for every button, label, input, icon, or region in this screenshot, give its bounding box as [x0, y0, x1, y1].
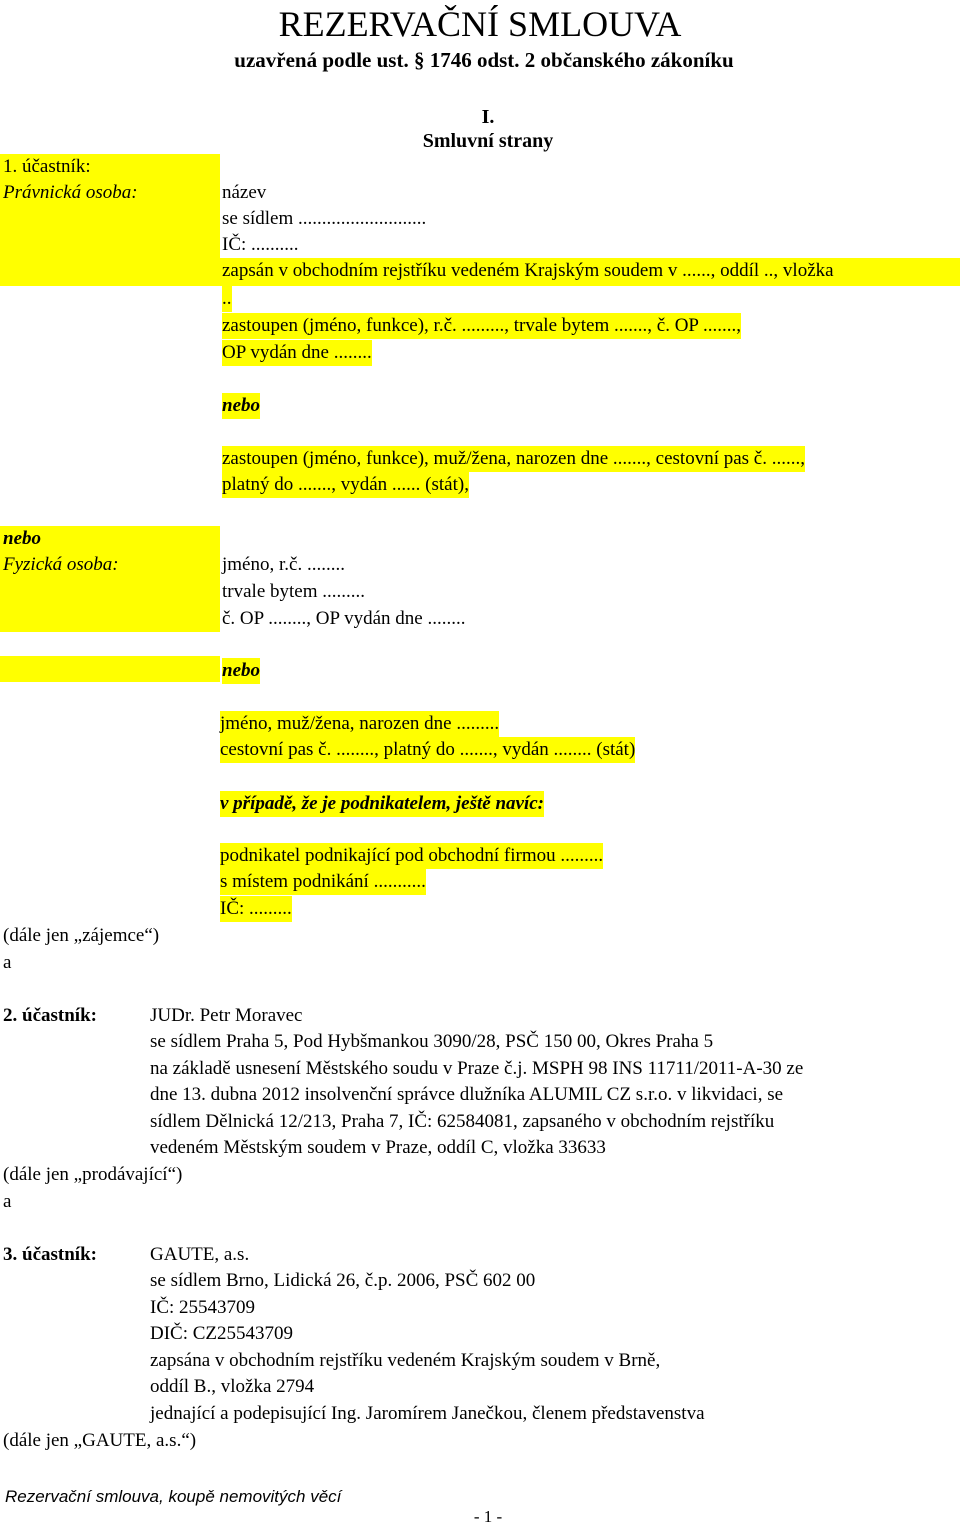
legal-line-ic: IČ: ..........: [222, 234, 299, 255]
natural-alt-line-passport: cestovní pas č. ........, platný do ......., vydán ........ (stát): [220, 737, 635, 763]
party3-label: 3. účastník:: [3, 1244, 97, 1265]
party3-line-section: oddíl B., vložka 2794: [150, 1376, 315, 1397]
natural-line-name: jméno, r.č. ........: [222, 554, 345, 575]
entrepreneur-note: v případě, že je podnikatelem, ještě navíc:: [220, 791, 544, 817]
legal-alt-line-valid: platný do ......., vydán ...... (stát),: [222, 472, 469, 498]
natural-line-residence: trvale bytem .........: [222, 581, 365, 602]
party2-conjunction: a: [3, 1191, 12, 1212]
party2-line-debtor-seat: sídlem Dělnická 12/213, Praha 7, IČ: 62584081, zapsaného v obchodním rejstříku: [150, 1111, 775, 1132]
natural-line-op: č. OP ........, OP vydán dne ........: [222, 608, 466, 629]
document-title: REZERVAČNÍ SMLOUVA: [278, 4, 682, 44]
party2-line-seat: se sídlem Praha 5, Pod Hybšmankou 3090/28, PSČ 150 00, Okres Praha 5: [150, 1031, 714, 1052]
party2-line-name: JUDr. Petr Moravec: [150, 1005, 303, 1026]
party3-line-register: zapsána v obchodním rejstříku vedeném Krajským soudem v Brně,: [150, 1350, 661, 1371]
natural-or-label: nebo: [3, 528, 41, 549]
party2-line-trustee: dne 13. dubna 2012 insolvenční správce dlužníka ALUMIL CZ s.r.o. v likvidaci, se: [150, 1084, 784, 1105]
section-name: Smluvní strany: [422, 130, 554, 152]
legal-alt-line-represented: zastoupen (jméno, funkce), muž/žena, narozen dne ......., cestovní pas č. ......,: [222, 446, 805, 472]
natural-person-label: Fyzická osoba:: [3, 554, 119, 575]
natural-or-label-2: nebo: [222, 658, 260, 684]
legal-line-name: název: [222, 182, 267, 203]
entrepreneur-line-place: s místem podnikání ...........: [220, 869, 426, 895]
section-number: I.: [481, 106, 495, 128]
party3-line-ic: IČ: 25543709: [150, 1297, 256, 1318]
legal-or-label: nebo: [222, 393, 260, 419]
footer-page-number: - 1 -: [473, 1507, 503, 1526]
natural-alt-line-name: jméno, muž/žena, narozen dne .........: [220, 711, 499, 737]
party2-line-decision: na základě usnesení Městského soudu v Praze č.j. MSPH 98 INS 11711/2011-A-30 ze: [150, 1058, 804, 1079]
document-subtitle: uzavřená podle ust. § 1746 odst. 2 občanského zákoníku: [234, 48, 734, 72]
footer-document-name: Rezervační smlouva, koupě nemovitých věcí: [5, 1487, 342, 1506]
entrepreneur-line-ic: IČ: .........: [220, 896, 292, 922]
party3-line-signatory: jednající a podepisující Ing. Jaromírem Janečkou, členem představenstva: [150, 1403, 705, 1424]
entrepreneur-line-firm: podnikatel podnikající pod obchodní firmou .........: [220, 843, 603, 869]
party1-conjunction: a: [3, 952, 12, 973]
party3-line-name: GAUTE, a.s.: [150, 1244, 250, 1265]
party3-alias: (dále jen „GAUTE, a.s.“): [3, 1430, 197, 1451]
party1-alias: (dále jen „zájemce“): [3, 925, 160, 946]
legal-line-register-cont: ..: [222, 286, 232, 312]
party3-line-seat: se sídlem Brno, Lidická 26, č.p. 2006, PSČ 602 00: [150, 1270, 536, 1291]
legal-person-label: Právnická osoba:: [3, 182, 138, 203]
legal-line-register: zapsán v obchodním rejstříku vedeném Krajským soudem v ......, oddíl .., vložka: [222, 260, 834, 281]
party2-line-register: vedeném Městským soudem v Praze, oddíl C, vložka 33633: [150, 1137, 606, 1158]
natural-mid-band: [0, 656, 220, 682]
legal-line-seat: se sídlem ...........................: [222, 208, 427, 229]
party2-label: 2. účastník:: [3, 1005, 97, 1026]
legal-line-represented: zastoupen (jméno, funkce), r.č. ........., trvale bytem ......., č. OP .......,: [222, 313, 741, 339]
party2-alias: (dále jen „prodávající“): [3, 1164, 183, 1185]
party1-label: 1. účastník:: [3, 156, 91, 177]
party3-line-dic: DIČ: CZ25543709: [150, 1323, 294, 1344]
legal-line-op-date: OP vydán dne ........: [222, 340, 372, 366]
